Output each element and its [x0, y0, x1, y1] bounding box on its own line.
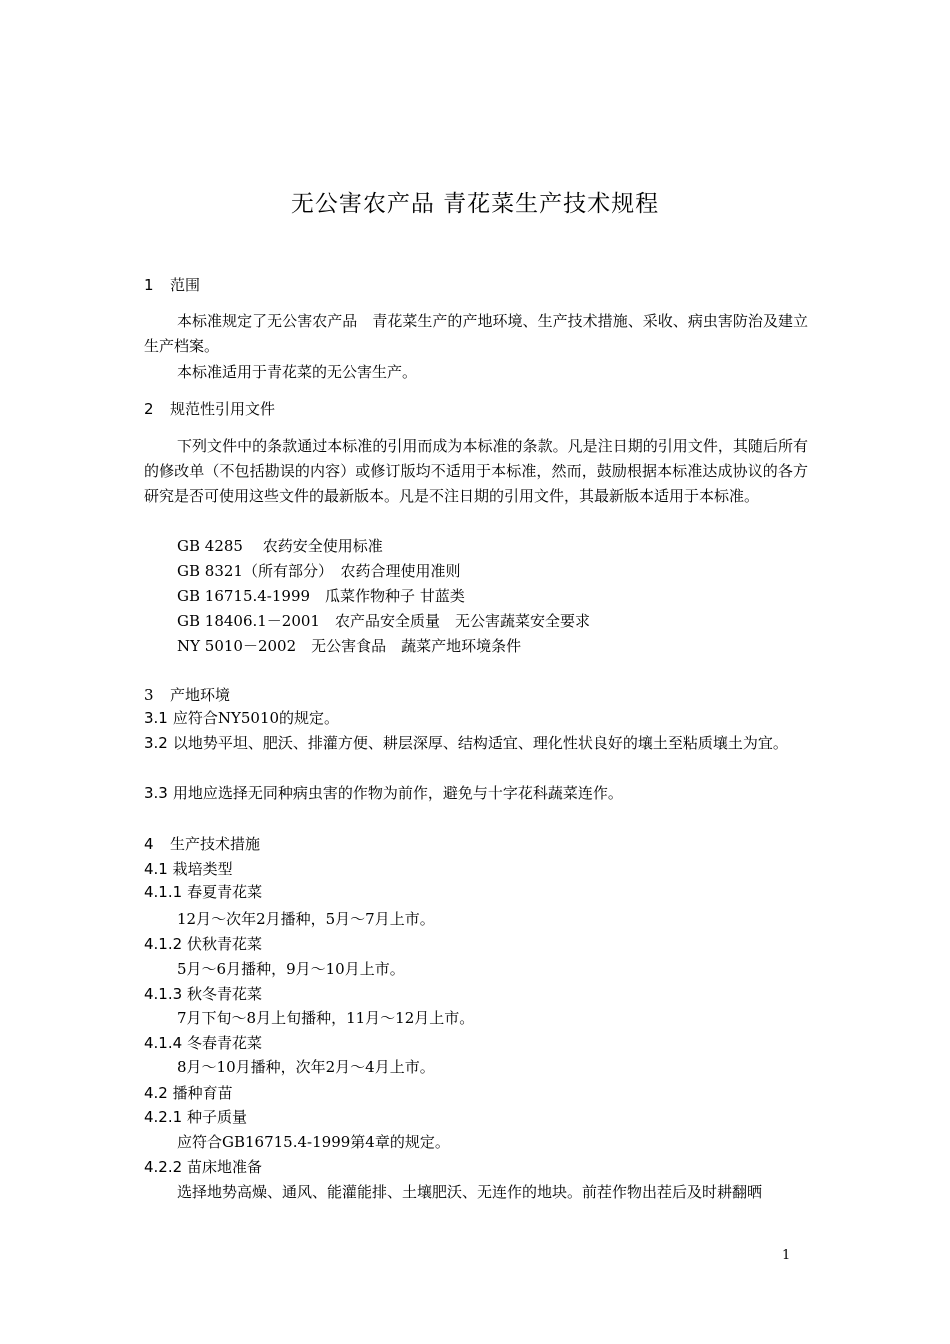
- clause-4-1-2-heading: [144, 933, 262, 954]
- clause-number: 4.2: [144, 1084, 168, 1102]
- section-4-heading: [144, 833, 260, 854]
- clause-4-2-1-heading: [144, 1106, 247, 1127]
- page-number: 1: [782, 1248, 791, 1263]
- section-2-heading: [144, 398, 275, 419]
- clause-text: 用地应选择无同种病虫害的作物为前作，避免与十字花科蔬菜连作。: [172, 784, 623, 802]
- clause-number: 3.1: [144, 709, 168, 727]
- clause-text: 以地势平坦、肥沃、排灌方便、耕层深厚、结构适宜、理化性状良好的壤土至粘质壤土为宜。: [172, 734, 788, 752]
- clause-4-1-1-text: 12月～次年2月播种，5月～7月上市。: [177, 910, 435, 928]
- section-title: 规范性引用文件: [170, 400, 276, 418]
- clause-4-1-3-heading: [144, 983, 262, 1004]
- clause-number: 4.1.3: [144, 985, 183, 1003]
- clause-number: 4.2.2: [144, 1158, 183, 1176]
- reference-item: NY 5010－2002 无公害食品 蔬菜产地环境条件: [177, 637, 522, 655]
- clause-title: 苗床地准备: [186, 1158, 262, 1176]
- section-2-paragraph-1: 下列文件中的条款通过本标准的引用而成为本标准的条款。凡是注日期的引用文件，其随后所有的修改单（不包括勘误的内容）或修订版均不适用于本标准，然而，鼓励根据本标准达成协议的各方研究是否可使用这些文件的最新版本。凡是不注日期的引用文件，其最新版本适用于本标准。: [144, 437, 808, 505]
- section-title: 生产技术措施: [170, 835, 261, 853]
- reference-item: GB 8321（所有部分） 农药合理使用准则: [177, 562, 461, 580]
- section-1-paragraph-2: 本标准适用于青花菜的无公害生产。: [177, 363, 418, 381]
- clause-4-1-1-heading: [144, 880, 814, 905]
- clause-4-2-1-text: 应符合GB16715.4-1999第4章的规定。: [177, 1133, 450, 1151]
- section-title: 范围: [170, 276, 201, 294]
- clause-4-2-heading: [144, 1082, 233, 1103]
- clause-number: 4.1.4: [144, 1034, 183, 1052]
- clause-title: 种子质量: [186, 1108, 247, 1126]
- clause-number: 4.1: [144, 860, 168, 878]
- clause-4-1-3-text: 7月下旬～8月上旬播种，11月～12月上市。: [177, 1009, 475, 1027]
- section-1-paragraph-1: 本标准规定了无公害农产品 青花菜生产的产地环境、生产技术措施、采收、病虫害防治及建立生产档案。: [144, 312, 808, 355]
- clause-number: 4.1.2: [144, 935, 183, 953]
- clause-title: 春夏青花菜: [187, 883, 263, 901]
- reference-item: GB 4285 农药安全使用标准: [177, 537, 383, 555]
- clause-4-1-4-text: 8月～10月播种，次年2月～4月上市。: [177, 1058, 435, 1076]
- clause-3-3: [144, 781, 814, 806]
- section-3-heading: [144, 684, 230, 705]
- reference-item: GB 16715.4-1999 瓜菜作物种子 甘蓝类: [177, 587, 465, 605]
- clause-text: 应符合NY5010的规定。: [172, 709, 340, 727]
- clause-title: 冬春青花菜: [186, 1034, 262, 1052]
- clause-3-2: [144, 731, 814, 756]
- section-title: 产地环境: [170, 686, 231, 704]
- clause-number: 4.1.1: [144, 883, 183, 901]
- clause-title: 秋冬青花菜: [186, 985, 262, 1003]
- section-number: 3: [144, 686, 154, 704]
- clause-title: 播种育苗: [172, 1084, 233, 1102]
- document-title: 无公害农产品 青花菜生产技术规程: [290, 191, 660, 217]
- section-1-heading: [144, 274, 200, 295]
- clause-number: 4.2.1: [144, 1108, 183, 1126]
- section-number: 4: [144, 835, 154, 853]
- clause-4-2-2-heading: [144, 1156, 262, 1177]
- clause-3-1: [144, 706, 814, 731]
- clause-title: 伏秋青花菜: [186, 935, 262, 953]
- clause-4-2-2-text: 选择地势高燥、通风、能灌能排、土壤肥沃、无连作的地块。前茬作物出茬后及时耕翻晒: [177, 1183, 763, 1201]
- clause-number: 3.3: [144, 784, 168, 802]
- section-number: 2: [144, 400, 154, 418]
- reference-item: GB 18406.1－2001 农产品安全质量 无公害蔬菜安全要求: [177, 612, 590, 630]
- clause-title: 栽培类型: [172, 860, 233, 878]
- clause-4-1-heading: [144, 858, 233, 879]
- clause-number: 3.2: [144, 734, 168, 752]
- clause-4-1-2-text: 5月～6月播种，9月～10月上市。: [177, 960, 405, 978]
- clause-4-1-4-heading: [144, 1032, 262, 1053]
- section-number: 1: [144, 276, 154, 294]
